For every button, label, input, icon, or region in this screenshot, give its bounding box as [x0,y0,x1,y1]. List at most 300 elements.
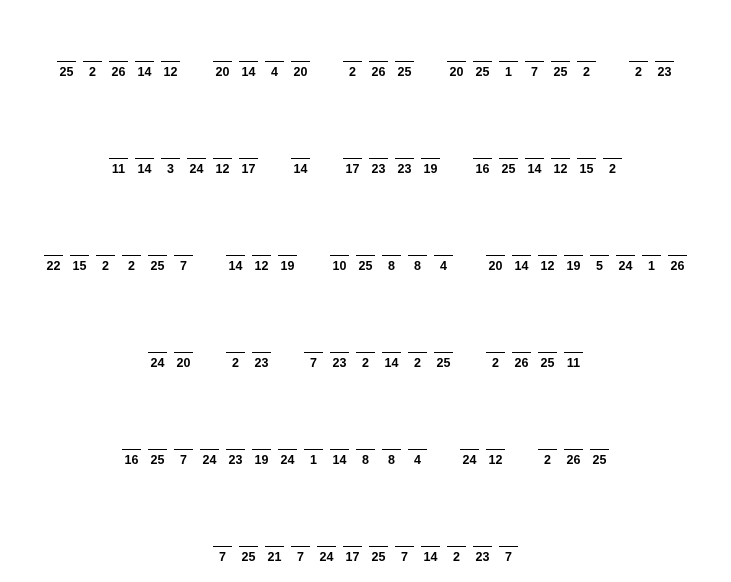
puzzle-word [106,144,262,175]
letter-blank[interactable] [174,241,193,256]
cipher-number: 14 [137,65,152,79]
letter-blank[interactable] [512,338,531,353]
letter-blank[interactable] [499,532,518,547]
letter-blank[interactable] [538,435,557,450]
puzzle-word [288,144,314,175]
letter-blank[interactable] [382,241,401,256]
letter-cell[interactable] [392,47,418,78]
letter-cell[interactable] [392,532,418,563]
letter-cell[interactable] [275,241,301,272]
letter-cell[interactable] [132,144,158,175]
cipher-number: 24 [319,550,334,564]
cipher-number: 23 [228,453,243,467]
letter-cell[interactable] [158,47,184,78]
cipher-number: 23 [657,65,672,79]
puzzle-word [340,144,444,175]
letter-blank[interactable] [538,241,557,256]
letter-cell[interactable] [639,241,665,272]
letter-blank[interactable] [304,338,323,353]
letter-cell[interactable] [158,144,184,175]
cipher-number: 25 [540,356,555,370]
letter-blank[interactable] [603,144,622,159]
puzzle-line [0,435,731,465]
cipher-number: 25 [371,550,386,564]
cipher-number: 25 [150,259,165,273]
cipher-number: 19 [254,453,269,467]
letter-cell[interactable] [184,144,210,175]
letter-cell[interactable] [600,144,626,175]
letter-cell[interactable] [509,241,535,272]
letter-blank[interactable] [330,338,349,353]
letter-cell[interactable] [522,47,548,78]
cipher-number: 24 [150,356,165,370]
cipher-number: 20 [176,356,191,370]
letter-cell[interactable] [132,47,158,78]
puzzle-word [470,144,626,175]
letter-blank[interactable] [226,435,245,450]
puzzle-word [119,435,431,466]
letter-cell[interactable] [54,47,80,78]
letter-cell[interactable] [535,241,561,272]
letter-blank[interactable] [135,47,154,62]
letter-blank[interactable] [395,144,414,159]
letter-blank[interactable] [174,338,193,353]
letter-blank[interactable] [499,47,518,62]
letter-blank[interactable] [213,144,232,159]
cipher-number: 20 [215,65,230,79]
cipher-number: 19 [280,259,295,273]
cipher-number: 5 [596,259,603,273]
letter-cell[interactable] [119,435,145,466]
puzzle-word [535,435,613,466]
letter-blank[interactable] [122,241,141,256]
letter-cell[interactable] [626,47,652,78]
letter-cell[interactable] [405,338,431,369]
cipher-number: 25 [501,162,516,176]
cipher-number: 26 [566,453,581,467]
cipher-number: 22 [46,259,61,273]
letter-blank[interactable] [486,241,505,256]
letter-cell[interactable] [574,47,600,78]
letter-blank[interactable] [135,144,154,159]
letter-cell[interactable] [171,241,197,272]
letter-cell[interactable] [418,144,444,175]
letter-blank[interactable] [408,241,427,256]
letter-cell[interactable] [431,338,457,369]
letter-blank[interactable] [304,435,323,450]
letter-cell[interactable] [236,144,262,175]
cipher-number: 2 [232,356,239,370]
letter-cell[interactable] [457,435,483,466]
letter-blank[interactable] [616,241,635,256]
cipher-number: 2 [453,550,460,564]
letter-cell[interactable] [67,241,93,272]
letter-cell[interactable] [548,47,574,78]
letter-cell[interactable] [379,435,405,466]
letter-blank[interactable] [239,532,258,547]
letter-cell[interactable] [327,241,353,272]
letter-blank[interactable] [174,435,193,450]
letter-cell[interactable] [327,338,353,369]
cipher-number: 3 [167,162,174,176]
letter-cell[interactable] [145,241,171,272]
letter-cell[interactable] [119,241,145,272]
cipher-number: 26 [371,65,386,79]
letter-blank[interactable] [83,47,102,62]
cipher-number: 17 [241,162,256,176]
letter-blank[interactable] [317,532,336,547]
letter-blank[interactable] [395,532,414,547]
cipher-number: 15 [579,162,594,176]
letter-blank[interactable] [564,435,583,450]
letter-cell[interactable] [249,435,275,466]
cipher-number: 23 [332,356,347,370]
puzzle-word [327,241,457,272]
letter-cell[interactable] [314,532,340,563]
letter-blank[interactable] [369,532,388,547]
letter-blank[interactable] [356,241,375,256]
letter-cell[interactable] [340,532,366,563]
cipher-number: 19 [566,259,581,273]
cipher-number: 2 [583,65,590,79]
letter-cell[interactable] [223,241,249,272]
letter-cell[interactable] [444,532,470,563]
letter-cell[interactable] [496,47,522,78]
letter-cell[interactable] [652,47,678,78]
letter-blank[interactable] [499,144,518,159]
letter-blank[interactable] [460,435,479,450]
cipher-number: 26 [514,356,529,370]
cipher-number: 25 [59,65,74,79]
letter-blank[interactable] [473,47,492,62]
letter-cell[interactable] [418,532,444,563]
letter-blank[interactable] [148,435,167,450]
letter-blank[interactable] [486,338,505,353]
letter-blank[interactable] [434,338,453,353]
cipher-number: 14 [137,162,152,176]
letter-cell[interactable] [561,241,587,272]
cipher-number: 14 [293,162,308,176]
cipher-number: 7 [310,356,317,370]
letter-blank[interactable] [109,47,128,62]
cipher-number: 2 [362,356,369,370]
cipher-number: 24 [189,162,204,176]
cipher-number: 4 [271,65,278,79]
letter-cell[interactable] [535,435,561,466]
cipher-number: 14 [384,356,399,370]
letter-cell[interactable] [171,435,197,466]
letter-blank[interactable] [213,532,232,547]
letter-cell[interactable] [496,532,522,563]
letter-cell[interactable] [249,338,275,369]
letter-blank[interactable] [486,435,505,450]
cipher-number: 24 [618,259,633,273]
letter-blank[interactable] [239,144,258,159]
cipher-number: 19 [423,162,438,176]
cipher-number: 26 [670,259,685,273]
letter-cell[interactable] [470,47,496,78]
cipher-number: 7 [401,550,408,564]
letter-cell[interactable] [249,241,275,272]
cipher-number: 14 [332,453,347,467]
cipher-number: 10 [332,259,347,273]
cipher-number: 17 [345,162,360,176]
cipher-number: 4 [414,453,421,467]
letter-cell[interactable] [210,144,236,175]
letter-cell[interactable] [444,47,470,78]
letter-cell[interactable] [301,435,327,466]
letter-blank[interactable] [122,435,141,450]
letter-cell[interactable] [405,435,431,466]
cipher-number: 8 [414,259,421,273]
letter-cell[interactable] [223,435,249,466]
letter-blank[interactable] [70,241,89,256]
letter-blank[interactable] [278,241,297,256]
letter-cell[interactable] [431,241,457,272]
letter-blank[interactable] [161,144,180,159]
letter-cell[interactable] [288,532,314,563]
cipher-number: 2 [609,162,616,176]
letter-blank[interactable] [213,47,232,62]
letter-cell[interactable] [470,144,496,175]
cipher-number: 2 [102,259,109,273]
letter-blank[interactable] [538,338,557,353]
letter-blank[interactable] [226,338,245,353]
letter-cell[interactable] [197,435,223,466]
letter-cell[interactable] [353,338,379,369]
letter-blank[interactable] [434,241,453,256]
letter-cell[interactable] [145,338,171,369]
cipher-number: 12 [488,453,503,467]
puzzle-word [223,338,275,369]
letter-blank[interactable] [408,338,427,353]
letter-cell[interactable] [288,144,314,175]
letter-blank[interactable] [252,241,271,256]
cipher-number: 14 [527,162,542,176]
letter-blank[interactable] [564,338,583,353]
letter-blank[interactable] [343,144,362,159]
cipher-number: 24 [280,453,295,467]
letter-cell[interactable] [483,338,509,369]
letter-cell[interactable] [210,47,236,78]
letter-cell[interactable] [106,47,132,78]
letter-cell[interactable] [210,532,236,563]
letter-cell[interactable] [340,47,366,78]
letter-blank[interactable] [473,144,492,159]
letter-cell[interactable] [80,47,106,78]
letter-blank[interactable] [291,532,310,547]
letter-blank[interactable] [551,47,570,62]
cipher-number: 7 [531,65,538,79]
letter-blank[interactable] [252,338,271,353]
letter-blank[interactable] [57,47,76,62]
letter-blank[interactable] [291,47,310,62]
letter-cell[interactable] [470,532,496,563]
cipher-number: 2 [128,259,135,273]
letter-cell[interactable] [379,338,405,369]
puzzle-word [210,47,314,78]
letter-blank[interactable] [421,144,440,159]
puzzle-word [483,338,587,369]
cipher-number: 11 [566,356,581,370]
letter-cell[interactable] [665,241,691,272]
letter-cell[interactable] [353,435,379,466]
letter-cell[interactable] [561,338,587,369]
letter-cell[interactable] [483,241,509,272]
letter-blank[interactable] [226,241,245,256]
letter-blank[interactable] [343,532,362,547]
cipher-number: 21 [267,550,282,564]
letter-cell[interactable] [106,144,132,175]
letter-blank[interactable] [525,47,544,62]
letter-blank[interactable] [291,144,310,159]
letter-blank[interactable] [447,532,466,547]
letter-cell[interactable] [262,532,288,563]
letter-blank[interactable] [148,241,167,256]
cipher-number: 8 [362,453,369,467]
letter-cell[interactable] [262,47,288,78]
cipher-number: 23 [254,356,269,370]
letter-blank[interactable] [330,435,349,450]
letter-cell[interactable] [236,532,262,563]
letter-blank[interactable] [421,532,440,547]
letter-blank[interactable] [551,144,570,159]
puzzle-word [54,47,184,78]
cipher-number: 8 [388,259,395,273]
cipher-number: 24 [462,453,477,467]
letter-cell[interactable] [574,144,600,175]
letter-cell[interactable] [171,338,197,369]
letter-blank[interactable] [642,241,661,256]
letter-cell[interactable] [509,338,535,369]
letter-cell[interactable] [366,47,392,78]
letter-cell[interactable] [535,338,561,369]
letter-blank[interactable] [278,435,297,450]
puzzle-word [145,338,197,369]
puzzle-line [0,144,731,174]
letter-blank[interactable] [577,144,596,159]
letter-blank[interactable] [408,435,427,450]
letter-cell[interactable] [379,241,405,272]
letter-blank[interactable] [148,338,167,353]
letter-blank[interactable] [187,144,206,159]
letter-blank[interactable] [590,241,609,256]
cipher-number: 8 [388,453,395,467]
cipher-number: 1 [505,65,512,79]
letter-cell[interactable] [613,241,639,272]
letter-cell[interactable] [288,47,314,78]
letter-cell[interactable] [548,144,574,175]
cipher-number: 2 [349,65,356,79]
letter-cell[interactable] [587,241,613,272]
cipher-number: 23 [371,162,386,176]
cipher-number: 17 [345,550,360,564]
puzzle-line [0,532,731,562]
letter-cell[interactable] [522,144,548,175]
cipher-number: 1 [648,259,655,273]
letter-blank[interactable] [200,435,219,450]
cipher-number: 14 [514,259,529,273]
letter-cell[interactable] [41,241,67,272]
letter-blank[interactable] [369,47,388,62]
letter-cell[interactable] [327,435,353,466]
letter-cell[interactable] [587,435,613,466]
letter-blank[interactable] [369,144,388,159]
cipher-number: 15 [72,259,87,273]
cipher-number: 4 [440,259,447,273]
letter-blank[interactable] [447,47,466,62]
letter-blank[interactable] [161,47,180,62]
letter-blank[interactable] [655,47,674,62]
cipher-number: 1 [310,453,317,467]
letter-blank[interactable] [590,435,609,450]
puzzle-line [0,338,731,368]
letter-blank[interactable] [252,435,271,450]
letter-blank[interactable] [239,47,258,62]
letter-blank[interactable] [265,532,284,547]
cipher-number: 2 [635,65,642,79]
letter-blank[interactable] [343,47,362,62]
letter-cell[interactable] [145,435,171,466]
letter-blank[interactable] [382,435,401,450]
letter-cell[interactable] [93,241,119,272]
letter-blank[interactable] [96,241,115,256]
letter-cell[interactable] [236,47,262,78]
letter-cell[interactable] [301,338,327,369]
letter-blank[interactable] [564,241,583,256]
letter-blank[interactable] [44,241,63,256]
letter-cell[interactable] [483,435,509,466]
letter-cell[interactable] [275,435,301,466]
letter-cell[interactable] [353,241,379,272]
letter-blank[interactable] [668,241,687,256]
letter-blank[interactable] [577,47,596,62]
letter-cell[interactable] [405,241,431,272]
letter-cell[interactable] [561,435,587,466]
letter-blank[interactable] [109,144,128,159]
cipher-number: 7 [180,453,187,467]
puzzle-line [0,47,731,77]
cipher-number: 7 [180,259,187,273]
letter-blank[interactable] [330,241,349,256]
letter-cell[interactable] [366,532,392,563]
cipher-number: 16 [475,162,490,176]
cipher-number: 7 [219,550,226,564]
letter-blank[interactable] [473,532,492,547]
cipher-number: 7 [505,550,512,564]
cipher-number: 25 [358,259,373,273]
letter-cell[interactable] [392,144,418,175]
cipher-number: 12 [254,259,269,273]
letter-blank[interactable] [382,338,401,353]
letter-blank[interactable] [512,241,531,256]
letter-blank[interactable] [265,47,284,62]
cipher-number: 12 [553,162,568,176]
letter-blank[interactable] [629,47,648,62]
letter-cell[interactable] [496,144,522,175]
letter-cell[interactable] [340,144,366,175]
letter-blank[interactable] [356,435,375,450]
puzzle-word [210,532,522,563]
letter-blank[interactable] [525,144,544,159]
cipher-number: 12 [540,259,555,273]
letter-cell[interactable] [366,144,392,175]
puzzle-word [626,47,678,78]
letter-blank[interactable] [395,47,414,62]
cipher-number: 25 [241,550,256,564]
letter-cell[interactable] [223,338,249,369]
letter-blank[interactable] [356,338,375,353]
